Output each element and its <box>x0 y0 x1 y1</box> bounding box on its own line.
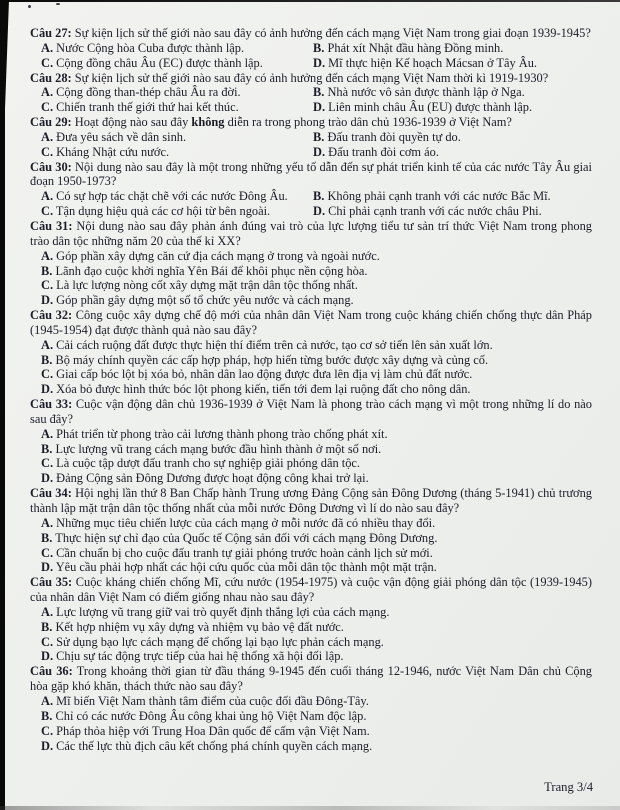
answer-options <box>41 85 592 115</box>
question-block <box>30 219 592 308</box>
answer-option <box>41 189 313 204</box>
option-text: Bộ máy chính quyền các cấp hợp pháp, hợp hiến từng bước được xây dựng và củng cố. <box>55 352 489 367</box>
option-text: Là lực lượng nòng cốt xây dựng mặt trận dân tộc thống nhất. <box>56 278 358 293</box>
option-letter: B. <box>41 441 53 456</box>
option-text: Đấu tranh đòi quyền tự do. <box>327 129 461 144</box>
option-letter: A. <box>41 604 54 619</box>
question-stem <box>30 664 592 694</box>
option-letter: C. <box>41 144 54 159</box>
question-stem <box>30 219 592 249</box>
option-text: Cải cách ruộng đất được thực hiện thí điểm trên cả nước, tạo cơ sở tiến lên sản xuất lớn. <box>56 337 493 352</box>
answer-option <box>41 130 313 145</box>
question-number: Câu 34: <box>30 486 72 501</box>
question-block <box>30 397 592 486</box>
answer-option <box>41 620 592 635</box>
answer-option <box>313 56 592 71</box>
question-list <box>30 26 592 753</box>
question-stem <box>30 71 592 86</box>
option-letter: B. <box>41 352 53 367</box>
option-text: Góp phần xây dựng căn cứ địa cách mạng ở trong và ngoài nước. <box>56 248 380 263</box>
answer-option <box>41 264 592 279</box>
question-number: Câu 32: <box>30 308 73 323</box>
answer-option <box>313 100 592 115</box>
answer-options <box>41 130 592 160</box>
answer-option <box>313 85 592 100</box>
option-text: Nhà nước vô sản được thành lập ở Nga. <box>327 85 525 100</box>
option-letter: C. <box>41 204 54 219</box>
question-stem <box>30 397 592 427</box>
question-stem <box>30 575 592 605</box>
answer-option <box>41 353 592 368</box>
question-stem <box>30 160 592 190</box>
question-block <box>30 575 592 664</box>
answer-option <box>41 516 592 531</box>
option-letter: D. <box>313 55 326 70</box>
answer-option <box>41 635 592 650</box>
answer-option <box>41 56 313 71</box>
question-stem <box>30 26 592 41</box>
answer-options <box>41 516 592 575</box>
option-letter: C. <box>41 278 54 293</box>
option-text: Kháng Nhật cứu nước. <box>56 144 170 159</box>
option-text: Lực lượng vũ trang giữ vai trò quyết định thắng lợi của cách mạng. <box>56 604 390 619</box>
question-stem-text: Sự kiện lịch sử thế giới nào sau đây có ảnh hưởng đến cách mạng Việt Nam trong giai đoạn 1939-1945? <box>74 26 591 40</box>
answer-option <box>41 442 592 457</box>
option-letter: B. <box>313 40 325 55</box>
scan-edge-bottom <box>0 806 620 810</box>
question-block <box>30 26 592 71</box>
answer-option <box>41 560 592 575</box>
scan-edge-left <box>0 0 5 810</box>
option-letter: C. <box>41 545 54 560</box>
option-text: Kết hợp nhiệm vụ xây dựng và nhiệm vụ bảo vệ đất nước. <box>55 619 344 634</box>
question-number: Câu 28: <box>30 70 72 85</box>
option-letter: A. <box>41 40 54 55</box>
option-text: Liên minh châu Âu (EU) được thành lập. <box>328 100 533 115</box>
option-text: Chịu sự tác động trực tiếp của hai hệ thống xã hội đối lập. <box>56 649 344 664</box>
option-letter: A. <box>41 515 54 530</box>
option-letter: A. <box>41 85 54 100</box>
answer-option <box>41 338 592 353</box>
option-letter: D. <box>41 560 54 575</box>
option-letter: D. <box>313 204 326 219</box>
option-text: Giai cấp bóc lột bị xóa bỏ, nhân dân lao động được đưa lên địa vị làm chủ đất nước. <box>56 367 473 382</box>
answer-option <box>41 367 592 382</box>
option-letter: A. <box>41 129 54 144</box>
option-letter: B. <box>41 530 53 545</box>
option-text: Sử dụng bạo lực cách mạng để chống lại bạo lực phản cách mạng. <box>56 634 384 649</box>
option-text: Là cuộc tập dượt đấu tranh cho sự nghiệp giải phóng dân tộc. <box>56 456 361 471</box>
question-stem-text: Cuộc kháng chiến chống Mĩ, cứu nước (1954-1975) và cuộc vận động giải phóng dân tộc (1939-1945) của nhân dân Việt Nam có điểm giống nhau nào sau đây? <box>30 575 593 605</box>
answer-options <box>41 694 592 753</box>
answer-option <box>41 85 313 100</box>
option-text: Chiến tranh thế giới thứ hai kết thúc. <box>56 100 239 115</box>
question-stem-text: Cuộc vận động dân chủ 1936-1939 ở Việt Nam là phong trào cách mạng vì một trong những lí do nào sau đây? <box>30 397 592 426</box>
option-letter: C. <box>41 723 54 738</box>
question-number: Câu 33: <box>30 397 73 412</box>
answer-option <box>41 709 592 724</box>
option-letter: C. <box>41 100 54 115</box>
option-letter: D. <box>41 649 54 664</box>
answer-option <box>41 427 592 442</box>
option-text: Tận dụng hiệu quả các cơ hội từ bên ngoài. <box>55 204 271 219</box>
option-text: Nước Cộng hòa Cuba được thành lập. <box>56 40 245 55</box>
question-stem-text: Công cuộc xây dựng chế độ mới của nhân dân Việt Nam trong cuộc kháng chiến chống thực dân Pháp (1945-1954) đạt được thành quả nào sau đây? <box>30 308 592 337</box>
option-letter: D. <box>313 100 326 115</box>
question-block <box>30 115 592 160</box>
option-letter: B. <box>313 85 325 100</box>
answer-options <box>41 249 592 308</box>
answer-option <box>41 293 592 308</box>
question-stem-text <box>75 115 512 129</box>
question-block <box>30 160 592 219</box>
option-text: Có sự hợp tác chặt chẽ với các nước Đông Âu. <box>56 189 288 204</box>
option-text: Thực hiện sự chỉ đạo của Quốc tế Cộng sản đối với cách mạng Đông Dương. <box>55 530 438 545</box>
answer-options <box>41 605 592 664</box>
answer-option <box>41 471 592 486</box>
answer-option <box>41 605 592 620</box>
answer-option <box>41 204 313 219</box>
question-number: Câu 30: <box>30 159 72 174</box>
option-text: Xóa bỏ được hình thức bóc lột phong kiến, tiến tới đem lại ruộng đất cho nông dân. <box>56 382 471 397</box>
option-text: Phát triển từ phong trào cải lương thành phong trào chống phát xít. <box>56 426 388 441</box>
answer-option <box>41 41 313 56</box>
option-letter: D. <box>41 471 54 486</box>
option-text: Pháp thỏa hiệp với Trung Hoa Dân quốc để cấm vận Việt Nam. <box>56 723 370 738</box>
answer-option <box>313 41 592 56</box>
question-block <box>30 486 592 575</box>
option-letter: D. <box>313 144 326 159</box>
option-text: Những mục tiêu chiến lược của cách mạng ở mỗi nước đã có nhiều thay đổi. <box>56 515 436 530</box>
option-letter: B. <box>41 263 53 278</box>
option-letter: D. <box>41 382 54 397</box>
option-text: Mĩ biến Việt Nam thành tâm điểm của cuộc đối đầu Đông-Tây. <box>56 693 369 708</box>
option-letter: B. <box>41 708 53 723</box>
answer-option <box>313 130 592 145</box>
option-text: Phát xít Nhật đầu hàng Đồng minh. <box>327 40 504 55</box>
option-text: Lực lượng vũ trang cách mạng bước đầu hình thành ở một số nơi. <box>55 441 382 456</box>
question-stem <box>30 486 592 516</box>
option-text: Lãnh đạo cuộc khởi nghĩa Yên Bái để khôi phục nền cộng hòa. <box>55 263 368 278</box>
option-text: Cần chuẩn bị cho cuộc đấu tranh tự giải phóng trước hoàn cảnh lịch sử mới. <box>56 545 433 560</box>
answer-option <box>41 531 592 546</box>
question-number: Câu 27: <box>30 26 72 40</box>
option-text: Đưa yêu sách về dân sinh. <box>56 129 187 144</box>
question-block <box>30 308 592 397</box>
question-block <box>30 664 592 753</box>
answer-option <box>41 649 592 664</box>
option-text: Yêu cầu phải hợp nhất các hội cứu quốc của mỗi dân tộc thành một mặt trận. <box>55 560 437 575</box>
answer-options <box>41 41 592 71</box>
question-number: Câu 29: <box>30 115 72 130</box>
option-letter: B. <box>313 129 325 144</box>
answer-option <box>313 145 592 160</box>
answer-option <box>41 100 313 115</box>
option-text: Chỉ phải cạnh tranh với các nước châu Phi. <box>328 204 542 219</box>
question-number: Câu 36: <box>30 664 73 679</box>
option-letter: C. <box>41 634 54 649</box>
option-letter: B. <box>41 619 53 634</box>
answer-options <box>41 427 592 486</box>
scan-edge-top <box>0 0 620 2</box>
answer-option <box>41 546 592 561</box>
question-stem-text: Trong khoảng thời gian từ đầu tháng 9-1945 đến cuối tháng 12-1946, nước Việt Nam Dân chủ Cộng hòa gặp khó khăn, thách thức nào sau đây? <box>30 664 592 694</box>
answer-option <box>41 278 592 293</box>
stem-bold-word: không <box>191 115 225 130</box>
question-stem-text: Hội nghị lần thứ 8 Ban Chấp hành Trung ương Đảng Cộng sản Đông Dương (tháng 5-1941) chủ trương thành lập mặt trận dân tộc thống nhất của mỗi nước Đông Dương vì lí do nào sau đây? <box>30 486 592 515</box>
option-letter: C. <box>41 367 54 382</box>
answer-option <box>41 694 592 709</box>
option-letter: C. <box>41 55 54 70</box>
option-letter: C. <box>41 456 54 471</box>
stem-segment: diễn ra trong phong trào dân chủ 1936-1939 ở Việt Nam? <box>224 115 512 130</box>
option-text: Góp phần gây dựng một số tổ chức yêu nước và cách mạng. <box>56 293 354 308</box>
option-text: Đảng Cộng sản Đông Dương được hoạt động công khai trở lại. <box>56 471 369 486</box>
option-text: Không phải cạnh tranh với các nước Bắc Mĩ. <box>327 189 551 204</box>
question-stem <box>30 308 592 338</box>
stem-segment: Hoạt động nào sau đây <box>74 115 192 130</box>
scan-speck <box>28 5 31 8</box>
option-text: Đấu tranh đòi cơm áo. <box>328 144 439 159</box>
option-letter: B. <box>313 189 325 204</box>
answer-options <box>41 189 592 219</box>
option-letter: D. <box>41 293 54 308</box>
option-letter: D. <box>41 738 54 753</box>
option-text: Cộng đồng than-thép châu Âu ra đời. <box>56 85 241 100</box>
option-letter: A. <box>41 426 54 441</box>
answer-option <box>41 382 592 397</box>
answer-option <box>41 724 592 739</box>
option-text: Các thế lực thù địch câu kết chống phá chính quyền cách mạng. <box>56 738 373 753</box>
question-stem-text: Nội dung nào sau đây là một trong những yếu tố dẫn đến sự phát triển kinh tế của các nước Tây Âu giai đoạn 1950-1973? <box>30 159 592 189</box>
question-stem-text: Nội dung nào sau đây phản ánh đúng vai trò của lực lượng tiểu tư sản trí thức Việt Nam trong phong trào dân tộc những năm 20 của thế kỉ XX? <box>30 218 592 248</box>
answer-option <box>313 204 592 219</box>
scan-edge-left-taper <box>0 0 9 110</box>
answer-option <box>41 249 592 264</box>
option-letter: A. <box>41 189 54 204</box>
option-text: Cộng đồng châu Âu (EC) được thành lập. <box>56 55 263 70</box>
scan-speck <box>56 3 60 5</box>
option-letter: A. <box>41 248 54 263</box>
option-letter: A. <box>41 337 54 352</box>
question-block <box>30 71 592 116</box>
answer-option <box>313 189 592 204</box>
answer-option <box>41 739 592 754</box>
answer-option <box>41 456 592 471</box>
page-number: Trang 3/4 <box>544 780 593 794</box>
answer-options <box>41 338 592 397</box>
option-letter: A. <box>41 693 54 708</box>
question-stem <box>30 115 592 130</box>
option-text: Mĩ thực hiện Kế hoạch Mácsan ở Tây Âu. <box>328 55 537 70</box>
answer-option <box>41 145 313 160</box>
question-stem-text: Sự kiện lịch sử thế giới nào sau đây có ảnh hưởng đến cách mạng Việt Nam thời kì 1919-1930? <box>74 70 549 85</box>
question-number: Câu 31: <box>30 218 73 233</box>
question-number: Câu 35: <box>30 575 73 590</box>
option-text: Chỉ có các nước Đông Âu công khai ủng hộ Việt Nam độc lập. <box>55 708 367 723</box>
